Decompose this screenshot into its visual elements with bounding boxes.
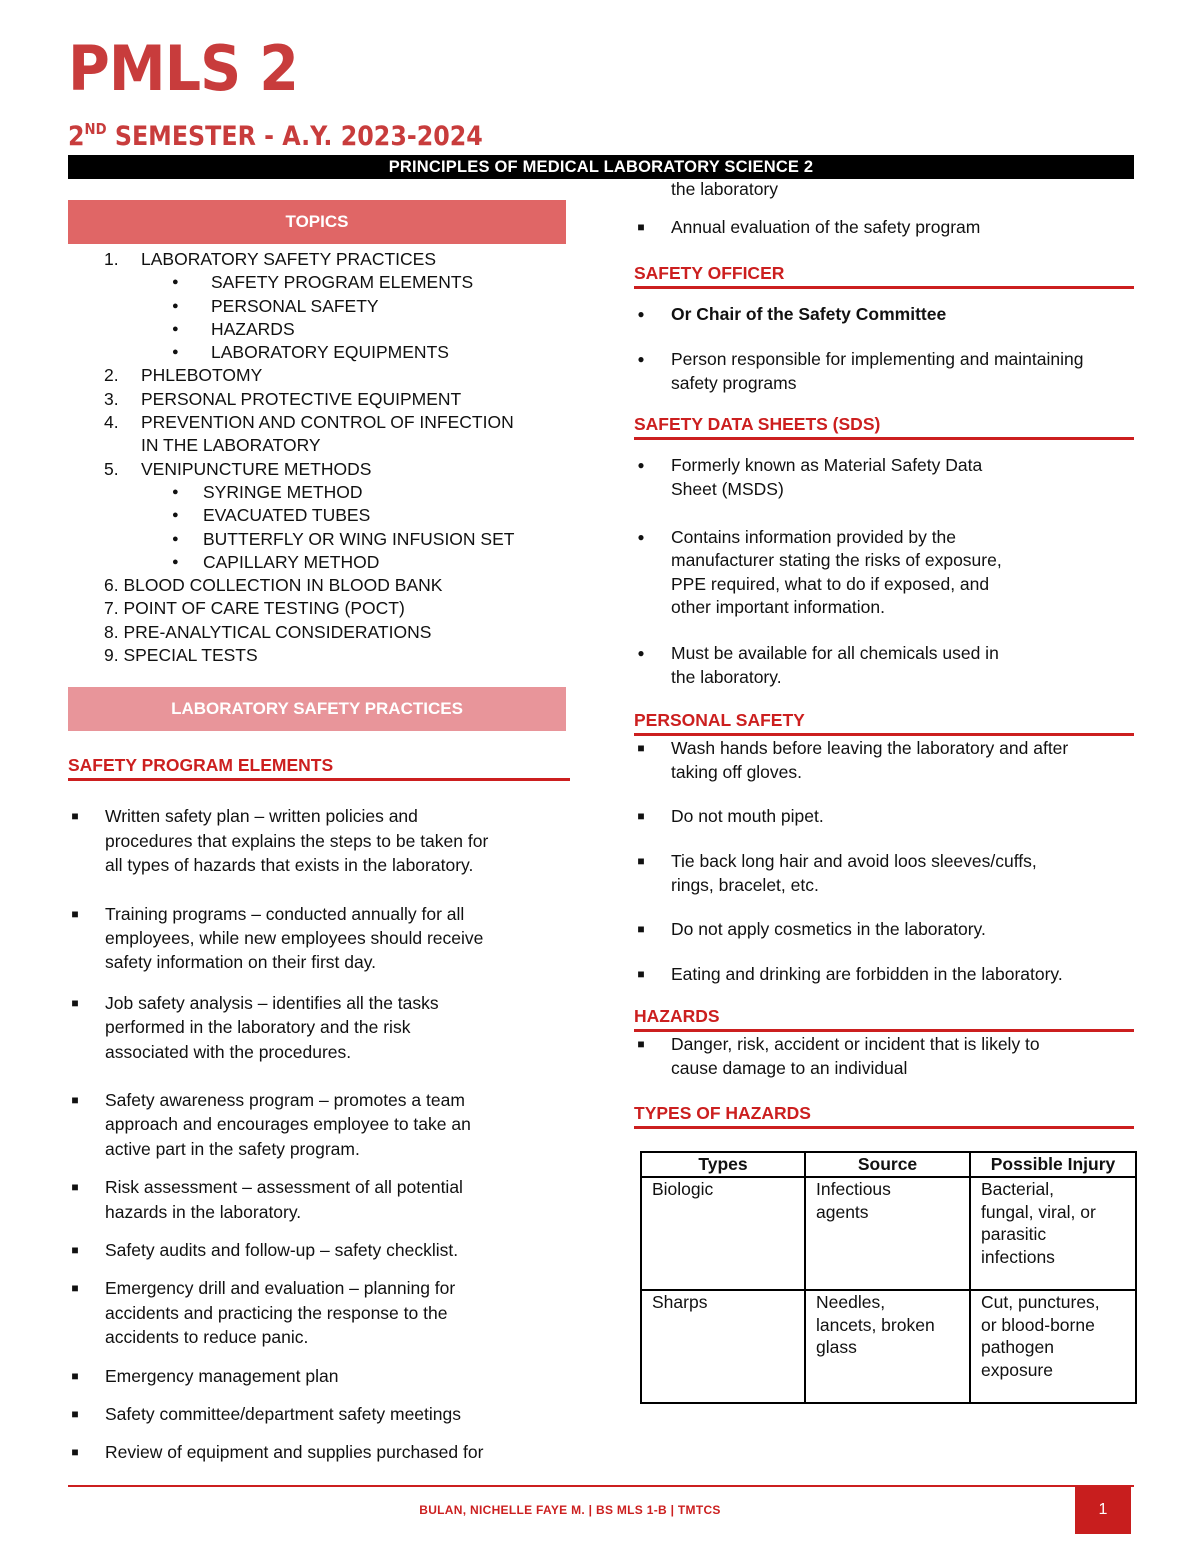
list-item: ● Formerly known as Material Safety Data Sheet (MSDS) <box>634 454 1134 501</box>
list-item: ■ Danger, risk, accident or incident that is likely to cause damage to an individual <box>634 1033 1134 1080</box>
round-bullet-icon: ● <box>637 529 645 544</box>
table-cell: Biologic <box>641 1177 805 1290</box>
list-item-text: Training programs – conducted annually for all <box>105 903 465 924</box>
list-item-text: approach and encourages employee to take an <box>105 1114 471 1135</box>
hazards-heading: HAZARDS <box>634 1006 1134 1032</box>
topic-subitem: ● HAZARDS <box>68 318 570 341</box>
footer-divider <box>68 1485 1134 1487</box>
lsp-heading: LABORATORY SAFETY PRACTICES <box>68 687 566 731</box>
topic-item: 7. POINT OF CARE TESTING (POCT) <box>104 598 405 619</box>
table-cell: Infectious agents <box>805 1177 970 1290</box>
column-header-source: Source <box>805 1152 970 1177</box>
semester-text: SEMESTER - A.Y. 2023-2024 <box>106 121 483 152</box>
list-item-text: accidents to reduce panic. <box>105 1327 309 1348</box>
square-bullet-icon: ■ <box>71 1243 79 1258</box>
safety-officer-heading: SAFETY OFFICER <box>634 263 1134 289</box>
list-item: ● Person responsible for implementing and maintaining safety programs <box>634 348 1134 395</box>
list-item <box>68 1276 570 1349</box>
list-item <box>68 991 570 1064</box>
semester-ordinal: ND <box>84 120 107 138</box>
square-bullet-icon: ■ <box>71 1368 79 1383</box>
square-bullet-icon: ■ <box>71 995 79 1010</box>
list-item-text: Job safety analysis – identifies all the tasks <box>105 992 439 1013</box>
square-bullet-icon: ■ <box>637 220 645 234</box>
subject-bar: PRINCIPLES OF MEDICAL LABORATORY SCIENCE 2 <box>68 155 1134 179</box>
left-column <box>68 200 570 1465</box>
square-bullet-icon: ■ <box>71 1093 79 1107</box>
list-item: ■ Annual evaluation of the safety program <box>634 216 1134 240</box>
semester-number: 2 <box>68 121 85 152</box>
topic-label: PERSONAL PROTECTIVE EQUIPMENT <box>141 388 462 409</box>
topic-label: VENIPUNCTURE METHODS <box>141 458 372 479</box>
topics-list <box>68 248 570 667</box>
round-bullet-icon: ● <box>637 458 645 473</box>
topic-item <box>68 411 570 434</box>
topic-label: PREVENTION AND CONTROL OF INFECTION <box>141 412 514 433</box>
topic-item <box>68 388 570 411</box>
square-bullet-icon: ■ <box>637 809 645 824</box>
square-bullet-icon: ■ <box>637 741 645 756</box>
table-header-row <box>641 1152 1136 1177</box>
list-item-text: safety information on their first day. <box>105 952 377 973</box>
list-item-text: Safety committee/department safety meetings <box>105 1404 461 1425</box>
topic-number: 3. <box>104 388 119 409</box>
sds-heading: SAFETY DATA SHEETS (SDS) <box>634 414 1134 440</box>
list-item <box>68 804 570 877</box>
list-item: ■ Tie back long hair and avoid loos sleeves/cuffs, rings, bracelet, etc. <box>634 850 1134 897</box>
topic-number: 2. <box>104 365 119 386</box>
right-column <box>634 178 1134 1404</box>
list-item-text: associated with the procedures. <box>105 1041 352 1062</box>
types-of-hazards-heading: TYPES OF HAZARDS <box>634 1103 1134 1129</box>
list-item: ■ Do not mouth pipet. <box>634 805 1134 829</box>
topic-subitem: ● EVACUATED TUBES <box>68 504 570 527</box>
topic-item <box>68 364 570 387</box>
round-bullet-icon: ● <box>637 306 645 321</box>
table-row <box>641 1177 1136 1290</box>
list-item <box>68 1440 570 1464</box>
topic-number: 1. <box>104 249 119 269</box>
list-item <box>68 1364 570 1388</box>
hazards-table <box>640 1151 1137 1404</box>
topic-subitem: ● LABORATORY EQUIPMENTS <box>68 341 570 364</box>
topic-item <box>68 458 570 481</box>
topic-subitem: ● PERSONAL SAFETY <box>68 295 570 318</box>
column-header-possible-injury: Possible Injury <box>970 1152 1136 1177</box>
topics-heading: TOPICS <box>68 200 566 244</box>
list-item-text: hazards in the laboratory. <box>105 1201 302 1222</box>
footer-credit: BULAN, NICHELLE FAYE M. | BS MLS 1-B | TMTCS <box>419 1503 721 1517</box>
table-cell: Cut, punctures, or blood-borne pathogen exposure <box>970 1290 1136 1403</box>
personal-safety-heading: PERSONAL SAFETY <box>634 710 1134 736</box>
list-item-text: Emergency drill and evaluation – planning for <box>105 1278 456 1299</box>
list-item-text: performed in the laboratory and the risk <box>105 1017 411 1038</box>
list-item: ■ Wash hands before leaving the laboratory and after taking off gloves. <box>634 737 1134 784</box>
list-item-text: procedures that explains the steps to be taken for <box>105 830 489 851</box>
square-bullet-icon: ■ <box>637 922 645 937</box>
square-bullet-icon: ■ <box>71 1281 79 1296</box>
list-item <box>68 1175 570 1224</box>
topic-subitem: ● SYRINGE METHOD <box>68 481 570 504</box>
topic-label: LABORATORY SAFETY PRACTICES <box>141 249 436 269</box>
page-number: 1 <box>1075 1486 1131 1534</box>
square-bullet-icon: ■ <box>71 809 79 824</box>
column-header-types: Types <box>641 1152 805 1177</box>
list-item-text: all types of hazards that exists in the laboratory. <box>105 855 474 876</box>
square-bullet-icon: ■ <box>71 906 79 921</box>
list-item-text: Review of equipment and supplies purchased for <box>105 1442 484 1463</box>
round-bullet-icon: ● <box>637 645 645 660</box>
list-item: ■ Eating and drinking are forbidden in the laboratory. <box>634 963 1134 987</box>
list-item-text: active part in the safety program. <box>105 1138 360 1159</box>
list-item-text: employees, while new employees should receive <box>105 927 484 948</box>
list-item-text: accidents and practicing the response to the <box>105 1302 448 1323</box>
list-item-text: Written safety plan – written policies and <box>105 806 418 827</box>
continued-text: the laboratory <box>671 179 779 199</box>
list-item: ● Contains information provided by the manufacturer stating the risks of exposure, PPE required, what to do if exposed, and other important information. <box>634 526 1134 620</box>
table-row <box>641 1290 1136 1403</box>
table-cell: Sharps <box>641 1290 805 1403</box>
spe-heading: SAFETY PROGRAM ELEMENTS <box>68 755 570 781</box>
topic-subitem: ● SAFETY PROGRAM ELEMENTS <box>68 271 570 294</box>
spe-list <box>68 804 570 1465</box>
topic-item: 6. BLOOD COLLECTION IN BLOOD BANK <box>104 575 443 596</box>
document-title: PMLS 2 <box>68 32 299 105</box>
square-bullet-icon: ■ <box>637 853 645 868</box>
list-item <box>68 1088 570 1161</box>
list-item-text: Safety audits and follow-up – safety checklist. <box>105 1240 459 1261</box>
list-item-text: Emergency management plan <box>105 1365 339 1386</box>
square-bullet-icon: ■ <box>71 1180 79 1195</box>
list-item <box>68 1402 570 1426</box>
list-item: ● Or Chair of the Safety Committee <box>634 303 1134 327</box>
topic-item <box>68 248 570 271</box>
topic-subitem: ● CAPILLARY METHOD <box>68 551 570 574</box>
table-cell: Needles, lancets, broken glass <box>805 1290 970 1403</box>
square-bullet-icon: ■ <box>71 1445 79 1460</box>
square-bullet-icon: ■ <box>637 1037 645 1052</box>
list-item: ■ Do not apply cosmetics in the laboratory. <box>634 918 1134 942</box>
topic-item: 8. PRE-ANALYTICAL CONSIDERATIONS <box>104 621 432 642</box>
list-item-text: Safety awareness program – promotes a team <box>105 1090 465 1110</box>
topic-label: IN THE LABORATORY <box>141 435 321 456</box>
topic-continuation <box>68 434 570 457</box>
list-item <box>68 902 570 975</box>
semester-line <box>68 122 483 150</box>
topic-label: PHLEBOTOMY <box>141 365 263 386</box>
table-cell: Bacterial, fungal, viral, or parasitic infections <box>970 1177 1136 1290</box>
list-item <box>68 1238 570 1262</box>
square-bullet-icon: ■ <box>71 1407 79 1422</box>
topic-subitem: ● BUTTERFLY OR WING INFUSION SET <box>68 528 570 551</box>
round-bullet-icon: ● <box>637 352 645 367</box>
topic-item: 9. SPECIAL TESTS <box>104 645 258 666</box>
square-bullet-icon: ■ <box>637 966 645 981</box>
list-item-text: Risk assessment – assessment of all potential <box>105 1177 463 1198</box>
list-item: ● Must be available for all chemicals used in the laboratory. <box>634 642 1134 689</box>
topic-number: 5. <box>104 458 119 479</box>
topic-number: 4. <box>104 412 119 433</box>
